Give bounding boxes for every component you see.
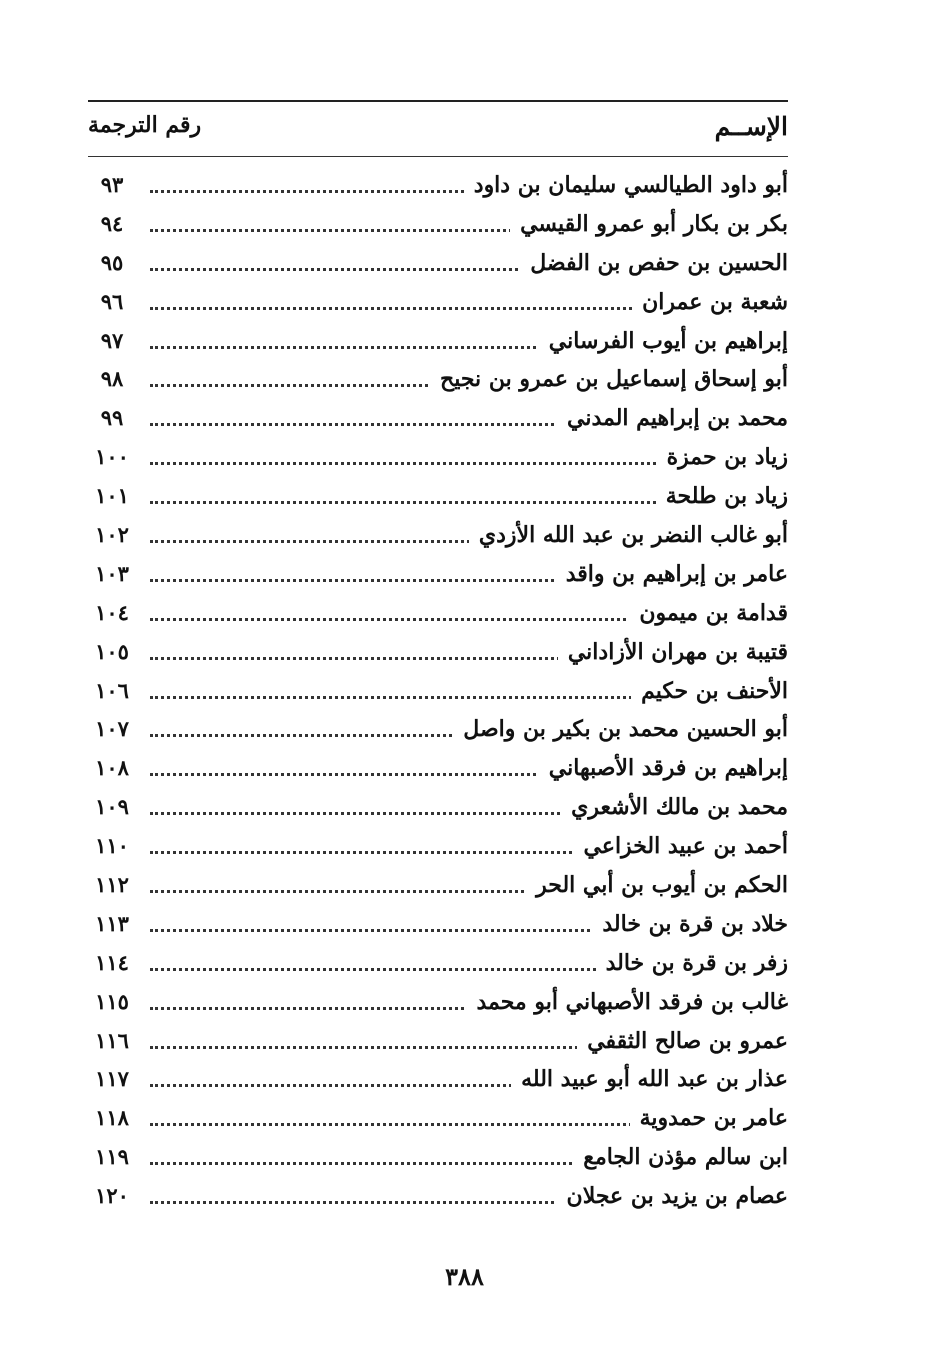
- entry-number: ١١٨: [95, 1105, 129, 1131]
- entry-name: عمرو بن صالح الثقفي: [577, 1028, 788, 1054]
- entry-number: ٩٣: [100, 172, 124, 197]
- entry-number: ٩٨: [100, 366, 124, 392]
- entry-number: ١٠٥: [95, 638, 129, 664]
- top-rule: [88, 100, 788, 102]
- entry-name: عامر بن إبراهيم بن واقد: [556, 561, 788, 587]
- entry-name: قتيبة بن مهران الأزاداني: [558, 639, 788, 665]
- entry-number: ١١٧: [95, 1066, 129, 1092]
- entry-number: ٩٩: [100, 405, 124, 431]
- entry-name: زياد بن حمزة: [657, 444, 788, 470]
- entry-number: ١٠٢: [95, 522, 129, 548]
- list-item: [88, 596, 788, 635]
- list-item: [88, 712, 788, 751]
- list-item: [88, 207, 788, 246]
- entry-name: شعبة بن عمران: [632, 289, 788, 315]
- entry-name: زفر بن قرة بن خالد: [596, 950, 788, 976]
- list-item: [88, 1140, 788, 1179]
- entry-number: ١١٢: [95, 872, 129, 898]
- list-item: [88, 324, 788, 363]
- list-item: [88, 985, 788, 1024]
- entry-number: ١٠٣: [95, 560, 129, 586]
- list-item: [88, 479, 788, 518]
- list-item: [88, 790, 788, 829]
- entry-name: إبراهيم بن أيوب الفرساني: [539, 328, 788, 354]
- entry-name: أحمد بن عبيد الخزاعي: [573, 833, 788, 859]
- entry-name: محمد بن إبراهيم المدني: [557, 405, 788, 431]
- list-item: [88, 362, 788, 401]
- entry-name: أبو غالب النضر بن عبد الله الأزدي: [469, 522, 788, 548]
- entry-name: عذار بن عبد الله أبو عبيد الله: [511, 1066, 788, 1092]
- entry-name: بكر بن بكار أبو عمرو القيسي: [510, 211, 788, 237]
- entry-name: الأحنف بن حكيم: [631, 678, 788, 704]
- entry-name: الحكم بن أيوب بن أبي الحر: [526, 872, 788, 898]
- list-item: [88, 246, 788, 285]
- entry-name: غالب بن فرقد الأصبهاني أبو محمد: [466, 989, 788, 1015]
- entry-name: أبو داود الطيالسي سليمان بن داود: [464, 172, 788, 198]
- entry-number: ١٠٠: [95, 444, 129, 470]
- index-list: [88, 168, 788, 1218]
- list-item: [88, 557, 788, 596]
- entry-number: ١١٩: [95, 1144, 129, 1170]
- entry-name: خلاد بن قرة بن خالد: [592, 911, 788, 937]
- list-item: [88, 829, 788, 868]
- name-column-header: الإســم: [714, 112, 788, 141]
- entry-number: ٩٤: [100, 210, 124, 236]
- entry-name: أبو إسحاق إسماعيل بن عمرو بن نجيح: [430, 366, 788, 392]
- entry-number: ١٠٨: [95, 755, 129, 781]
- list-item: [88, 440, 788, 479]
- list-item: [88, 868, 788, 907]
- list-item: [88, 946, 788, 985]
- table-header: [88, 112, 788, 152]
- entry-number: ١٠٩: [95, 794, 129, 820]
- entry-number: ١٠١: [95, 483, 129, 509]
- entry-name: زياد بن طلحة: [656, 483, 788, 509]
- list-item: [88, 1101, 788, 1140]
- entry-number: ١٠٤: [95, 599, 129, 625]
- entry-name: أبو الحسين محمد بن بكير بن واصل: [453, 716, 788, 742]
- list-item: [88, 168, 788, 207]
- entry-number: ١١٤: [95, 949, 129, 975]
- entry-number: ١١٣: [95, 910, 129, 936]
- entry-number: ١١٥: [95, 988, 129, 1014]
- header-rule: [88, 156, 788, 157]
- entry-name: قدامة بن ميمون: [629, 600, 788, 626]
- entry-number: ٩٧: [100, 327, 124, 353]
- entry-name: ابن سالم مؤذن الجامع: [573, 1144, 788, 1170]
- list-item: [88, 1024, 788, 1063]
- page-number: ٣٨٨: [445, 1262, 484, 1291]
- list-item: [88, 635, 788, 674]
- list-item: [88, 1062, 788, 1101]
- entry-name: محمد بن مالك الأشعري: [561, 794, 788, 820]
- entry-name: عصام بن يزيد بن عجلان: [557, 1183, 788, 1209]
- list-item: [88, 401, 788, 440]
- list-item: [88, 518, 788, 557]
- entry-name: الحسين بن حفص بن الفضل: [520, 250, 788, 276]
- entry-number: ١٠٦: [95, 677, 129, 703]
- entry-name: عامر بن حمدوية: [630, 1105, 788, 1131]
- entry-number: ١٢٠: [95, 1183, 129, 1209]
- entry-number: ٩٥: [100, 249, 124, 275]
- entry-number: ١١٠: [95, 833, 129, 859]
- list-item: [88, 1179, 788, 1218]
- entry-number: ١١٦: [95, 1027, 129, 1053]
- list-item: [88, 907, 788, 946]
- number-column-header: رقم الترجمة: [88, 112, 202, 138]
- entry-number: ٩٦: [100, 288, 124, 314]
- list-item: [88, 674, 788, 713]
- list-item: [88, 285, 788, 324]
- list-item: [88, 751, 788, 790]
- entry-name: إبراهيم بن فرقد الأصبهاني: [539, 755, 788, 781]
- entry-number: ١٠٧: [95, 716, 129, 742]
